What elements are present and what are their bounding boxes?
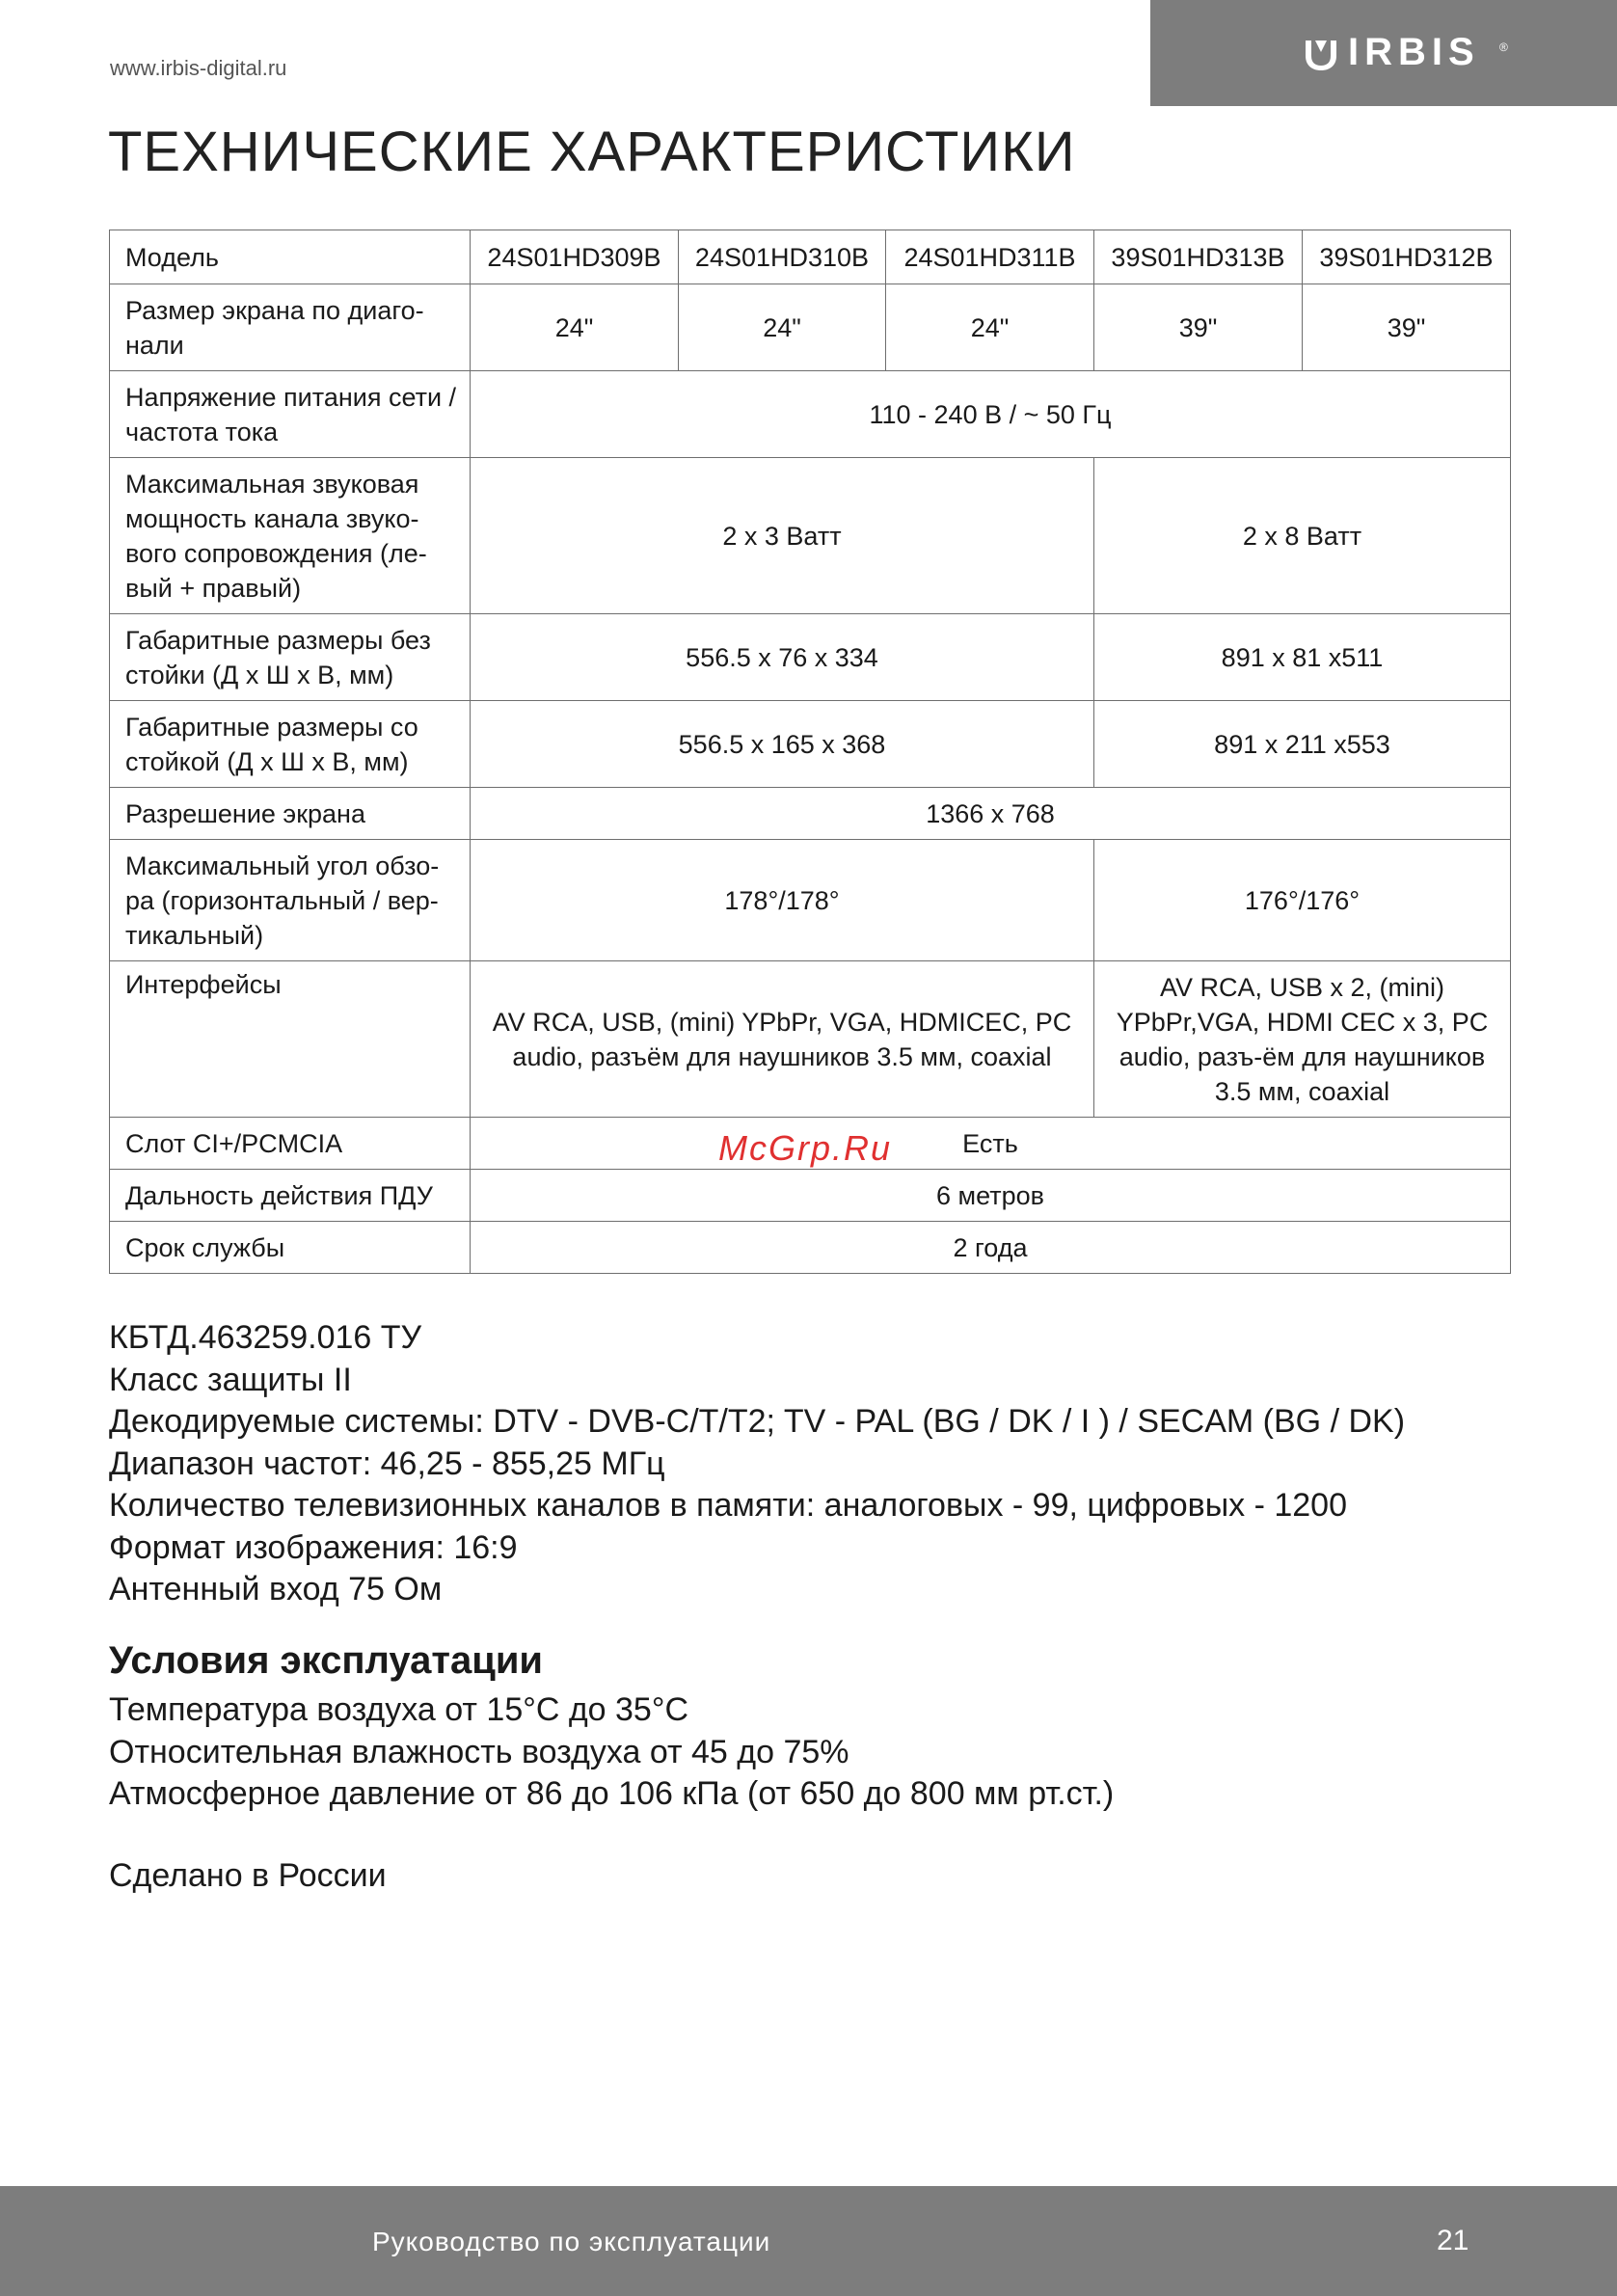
table-row <box>110 371 1511 458</box>
spec-note-line: Формат изображения: 16:9 <box>109 1528 518 1566</box>
row-label: Слот CI+/PCMCIA <box>110 1118 471 1170</box>
row-label: Максимальный угол обзо-ра (горизонтальный / вер-тикальный) <box>110 840 471 961</box>
page-title: ТЕХНИЧЕСКИЕ ХАРАКТЕРИСТИКИ <box>108 121 1076 183</box>
table-row <box>110 614 1511 701</box>
spec-note-line: КБТД.463259.016 ТУ <box>109 1319 422 1356</box>
table-cell: 39S01HD312B <box>1303 230 1511 284</box>
table-cell: 891 х 81 х511 <box>1094 614 1511 701</box>
table-cell: 2 года <box>471 1222 1511 1274</box>
row-label: Модель <box>110 230 471 284</box>
brand-banner <box>1150 0 1617 106</box>
table-cell: 24" <box>679 284 886 371</box>
table-cell: AV RCA, USB, (mini) YPbPr, VGA, HDMICEC, PC audio, разъём для наушников 3.5 мм, coaxial <box>471 961 1094 1118</box>
row-label: Срок службы <box>110 1222 471 1274</box>
footer-bar <box>0 2186 1617 2296</box>
table-cell: 24" <box>471 284 679 371</box>
watermark: McGrp.Ru <box>718 1128 893 1168</box>
row-label: Габаритные размеры со стойкой (Д х Ш х В, мм) <box>110 701 471 788</box>
table-cell: 39" <box>1303 284 1511 371</box>
table-cell: AV RCA, USB x 2, (mini) YPbPr,VGA, HDMI CEC x 3, PC audio, разъ-ём для наушников 3.5 мм, coaxial <box>1094 961 1511 1118</box>
specs-table <box>109 230 1511 1274</box>
table-row <box>110 701 1511 788</box>
spec-note-line: Количество телевизионных каналов в памяти: аналоговых - 99, цифровых - 1200 <box>109 1487 1347 1524</box>
table-cell: 556.5 х 165 х 368 <box>471 701 1094 788</box>
table-cell: 39" <box>1094 284 1303 371</box>
table-row <box>110 840 1511 961</box>
table-row <box>110 284 1511 371</box>
condition-line: Температура воздуха от 15°С до 35°С <box>109 1691 688 1728</box>
row-label: Максимальная звуковая мощность канала звуко-вого сопровождения (ле-вый + правый) <box>110 458 471 614</box>
row-label: Напряжение питания сети / частота тока <box>110 371 471 458</box>
table-cell: 2 х 3 Ватт <box>471 458 1094 614</box>
spec-note-line: Диапазон частот: 46,25 - 855,25 МГц <box>109 1445 665 1482</box>
table-row <box>110 961 1511 1118</box>
condition-line: Атмосферное давление от 86 до 106 кПа (от 650 до 800 мм рт.ст.) <box>109 1775 1115 1812</box>
table-cell: 24S01HD310B <box>679 230 886 284</box>
irbis-logo-icon <box>1303 35 1339 71</box>
table-cell: 39S01HD313B <box>1094 230 1303 284</box>
table-cell: 891 х 211 х553 <box>1094 701 1511 788</box>
row-label: Интерфейсы <box>110 961 471 1118</box>
row-label: Размер экрана по диаго-нали <box>110 284 471 371</box>
table-cell: 176°/176° <box>1094 840 1511 961</box>
conditions-list <box>109 1689 1114 1816</box>
table-row <box>110 458 1511 614</box>
spec-note-line: Класс защиты II <box>109 1361 352 1398</box>
table-cell: 24S01HD309B <box>471 230 679 284</box>
table-cell: 2 х 8 Ватт <box>1094 458 1511 614</box>
table-row <box>110 788 1511 840</box>
row-label: Дальность действия ПДУ <box>110 1170 471 1222</box>
made-in: Сделано в России <box>109 1857 387 1894</box>
table-cell: 1366 х 768 <box>471 788 1511 840</box>
table-cell: 24S01HD311B <box>886 230 1094 284</box>
table-cell: Есть <box>471 1118 1511 1170</box>
row-label: Разрешение экрана <box>110 788 471 840</box>
table-row <box>110 1222 1511 1274</box>
table-cell: 6 метров <box>471 1170 1511 1222</box>
table-row <box>110 230 1511 284</box>
conditions-heading: Условия эксплуатации <box>109 1639 543 1682</box>
table-cell: 110 - 240 В / ~ 50 Гц <box>471 371 1511 458</box>
table-cell: 24" <box>886 284 1094 371</box>
table-row <box>110 1170 1511 1222</box>
table-cell: 178°/178° <box>471 840 1094 961</box>
spec-notes <box>109 1317 1405 1611</box>
registered-mark: ® <box>1499 41 1508 54</box>
spec-note-line: Антенный вход 75 Ом <box>109 1571 443 1607</box>
footer-title: Руководство по эксплуатации <box>372 2227 771 2256</box>
row-label: Габаритные размеры без стойки (Д х Ш х В, мм) <box>110 614 471 701</box>
spec-note-line: Декодируемые системы: DTV - DVB-C/T/T2; TV - PAL (BG / DK / I ) / SECAM (BG / DK) <box>109 1403 1406 1440</box>
brand-name: IRBIS <box>1348 31 1480 73</box>
page-number: 21 <box>1437 2225 1469 2256</box>
table-cell: 556.5 х 76 х 334 <box>471 614 1094 701</box>
website-url: www.irbis-digital.ru <box>110 56 287 80</box>
condition-line: Относительная влажность воздуха от 45 до 75% <box>109 1733 849 1770</box>
